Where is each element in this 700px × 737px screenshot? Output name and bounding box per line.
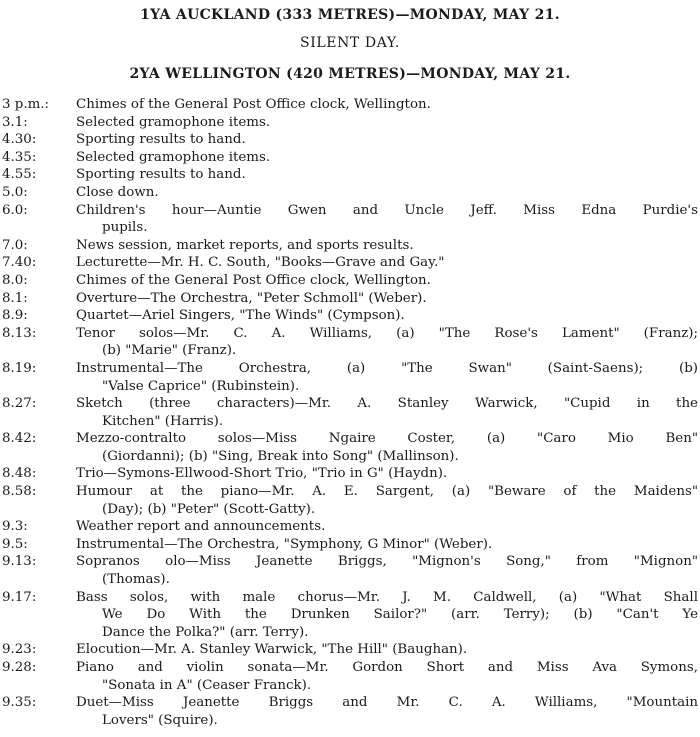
- entry-description: [76, 237, 700, 255]
- entry-line: (b) "Marie" (Franz).: [102, 343, 237, 359]
- entry-line: Tenor solos—Mr. C. A. Williams, (a) "The Rose's Lament" (Franz);: [76, 325, 698, 341]
- entry-line: "Valse Caprice" (Rubinstein).: [102, 378, 300, 394]
- programme-entry: [0, 553, 700, 588]
- programme-entry: [0, 641, 700, 659]
- entry-time: 8.27:: [2, 396, 37, 412]
- silent-day-note: SILENT DAY.: [300, 35, 400, 51]
- entry-line: Quartet—Ariel Singers, "The Winds" (Cympson).: [76, 308, 405, 324]
- entry-time: 9.35:: [2, 695, 37, 711]
- entry-line: pupils.: [102, 220, 148, 236]
- entry-description: [76, 254, 700, 272]
- entry-time: 8.48:: [2, 466, 37, 482]
- entry-line: Instrumental—The Orchestra, (a) "The Swan" (Saint-Saens); (b): [76, 360, 698, 376]
- entry-time: 4.30:: [2, 132, 37, 148]
- entry-description: [76, 694, 700, 729]
- programme-entry: [0, 430, 700, 465]
- programme-entry: [0, 272, 700, 290]
- programme-entry: [0, 184, 700, 202]
- programme-entry: [0, 360, 700, 395]
- entry-description: [76, 360, 700, 395]
- programme-entry: [0, 237, 700, 255]
- entry-time: 4.55:: [2, 167, 37, 183]
- entry-line: Selected gramophone items.: [76, 114, 271, 130]
- entry-description: [76, 589, 700, 642]
- entry-time: 8.0:: [2, 272, 28, 288]
- entry-line: News session, market reports, and sports results.: [76, 237, 414, 253]
- programme-entry: [0, 518, 700, 536]
- entry-line: Overture—The Orchestra, "Peter Schmoll" (Weber).: [76, 290, 427, 306]
- entry-line: Trio—Symons-Ellwood-Short Trio, "Trio in G" (Haydn).: [76, 466, 448, 482]
- entry-line: Kitchen" (Harris).: [102, 413, 224, 429]
- entry-time: 5.0:: [2, 184, 28, 200]
- entry-line: Instrumental—The Orchestra, "Symphony, G Minor" (Weber).: [76, 536, 493, 552]
- entry-line: Elocution—Mr. A. Stanley Warwick, "The Hill" (Baughan).: [76, 642, 468, 658]
- entry-line: Sopranos olo—Miss Jeanette Briggs, "Mignon's Song," from "Mignon": [76, 554, 698, 570]
- entry-line: Mezzo-contralto solos—Miss Ngaire Coster, (a) "Caro Mio Ben": [76, 431, 698, 447]
- entry-line: (Giordanni); (b) "Sing, Break into Song" (Mallinson).: [102, 448, 459, 464]
- programme-entry: [0, 536, 700, 554]
- entry-line: (Day); (b) "Peter" (Scott-Gatty).: [102, 501, 316, 517]
- entry-description: [76, 430, 700, 465]
- entry-line: Sketch (three characters)—Mr. A. Stanley Warwick, "Cupid in the: [76, 396, 698, 412]
- entry-line: Chimes of the General Post Office clock, Wellington.: [76, 272, 431, 288]
- entry-description: [76, 166, 700, 184]
- entry-line: Close down.: [76, 184, 159, 200]
- programme-entry: [0, 96, 700, 114]
- entry-description: [76, 114, 700, 132]
- entry-time: 9.5:: [2, 536, 28, 552]
- entry-time: 8.58:: [2, 484, 37, 500]
- entry-line: Sporting results to hand.: [76, 167, 246, 183]
- entry-description: [76, 518, 700, 536]
- entry-description: [76, 536, 700, 554]
- entry-description: [76, 553, 700, 588]
- entry-description: [76, 325, 700, 360]
- programme-entry: [0, 325, 700, 360]
- entry-time: 8.13:: [2, 325, 37, 341]
- programme-entry: [0, 290, 700, 308]
- entry-description: [76, 307, 700, 325]
- programme-entry: [0, 166, 700, 184]
- programme-entry: [0, 307, 700, 325]
- entry-time: 7.0:: [2, 237, 28, 253]
- entry-time: 9.28:: [2, 660, 37, 675]
- entry-line: "Sonata in A" (Ceaser Franck).: [102, 677, 312, 693]
- programme-entry: [0, 254, 700, 272]
- programme-entry: [0, 465, 700, 483]
- programme-entry: [0, 483, 700, 518]
- programme-entry: [0, 589, 700, 642]
- programme-entry: [0, 149, 700, 167]
- entry-description: [76, 465, 700, 483]
- entry-time: 9.23:: [2, 642, 37, 658]
- entry-line: We Do With the Drunken Sailor?" (arr. Terry); (b) "Can't Ye: [102, 607, 698, 623]
- programme-entry: [0, 694, 700, 729]
- entry-time: 9.3:: [2, 519, 28, 535]
- programme-entry: [0, 202, 700, 237]
- entry-description: [76, 659, 700, 694]
- station-heading-wellington: 2YA WELLINGTON (420 METRES)—MONDAY, MAY 21.: [129, 66, 571, 82]
- entry-description: [76, 483, 700, 518]
- station-heading-auckland: 1YA AUCKLAND (333 METRES)—MONDAY, MAY 21.: [140, 7, 560, 23]
- entry-time: 9.17:: [2, 589, 37, 605]
- entry-description: [76, 184, 700, 202]
- programme-entry: [0, 659, 700, 694]
- entry-line: Chimes of the General Post Office clock, Wellington.: [76, 97, 431, 112]
- entry-line: Lovers" (Squire).: [102, 712, 218, 728]
- entry-line: Dance the Polka?" (arr. Terry).: [102, 624, 309, 640]
- entry-line: Children's hour—Auntie Gwen and Uncle Jeff. Miss Edna Purdie's: [76, 202, 698, 218]
- entry-time: 7.40:: [2, 255, 37, 271]
- entry-line: Weather report and announcements.: [76, 519, 326, 535]
- entry-description: [76, 290, 700, 308]
- entry-time: 3.1:: [2, 114, 28, 130]
- programme-entry: [0, 131, 700, 149]
- entry-line: Humour at the piano—Mr. A. E. Sargent, (a) "Beware of the Maidens": [76, 484, 698, 500]
- entry-description: [76, 272, 700, 290]
- entry-time: 8.19:: [2, 360, 37, 376]
- entry-description: [76, 641, 700, 659]
- programme-entry: [0, 114, 700, 132]
- entry-line: Sporting results to hand.: [76, 132, 246, 148]
- entry-time: 9.13:: [2, 554, 37, 570]
- entry-line: Duet—Miss Jeanette Briggs and Mr. C. A. Williams, "Mountain: [76, 695, 698, 711]
- entry-description: [76, 131, 700, 149]
- entry-time: 8.1:: [2, 290, 28, 306]
- entry-description: [76, 96, 700, 114]
- entry-description: [76, 149, 700, 167]
- entry-line: (Thomas).: [102, 572, 170, 588]
- entry-description: [76, 202, 700, 237]
- entry-line: Selected gramophone items.: [76, 149, 271, 165]
- entry-time: 8.9:: [2, 308, 28, 324]
- programme-list: [0, 96, 700, 729]
- entry-line: Piano and violin sonata—Mr. Gordon Short and Miss Ava Symons,: [76, 660, 698, 675]
- entry-line: Lecturette—Mr. H. C. South, "Books—Grave and Gay.": [76, 255, 445, 271]
- entry-line: Bass solos, with male chorus—Mr. J. M. Caldwell, (a) "What Shall: [76, 589, 698, 605]
- entry-time: 4.35:: [2, 149, 37, 165]
- entry-time: 8.42:: [2, 431, 37, 447]
- entry-time: 6.0:: [2, 202, 28, 218]
- programme-entry: [0, 395, 700, 430]
- entry-time: 3 p.m.:: [2, 97, 50, 112]
- entry-description: [76, 395, 700, 430]
